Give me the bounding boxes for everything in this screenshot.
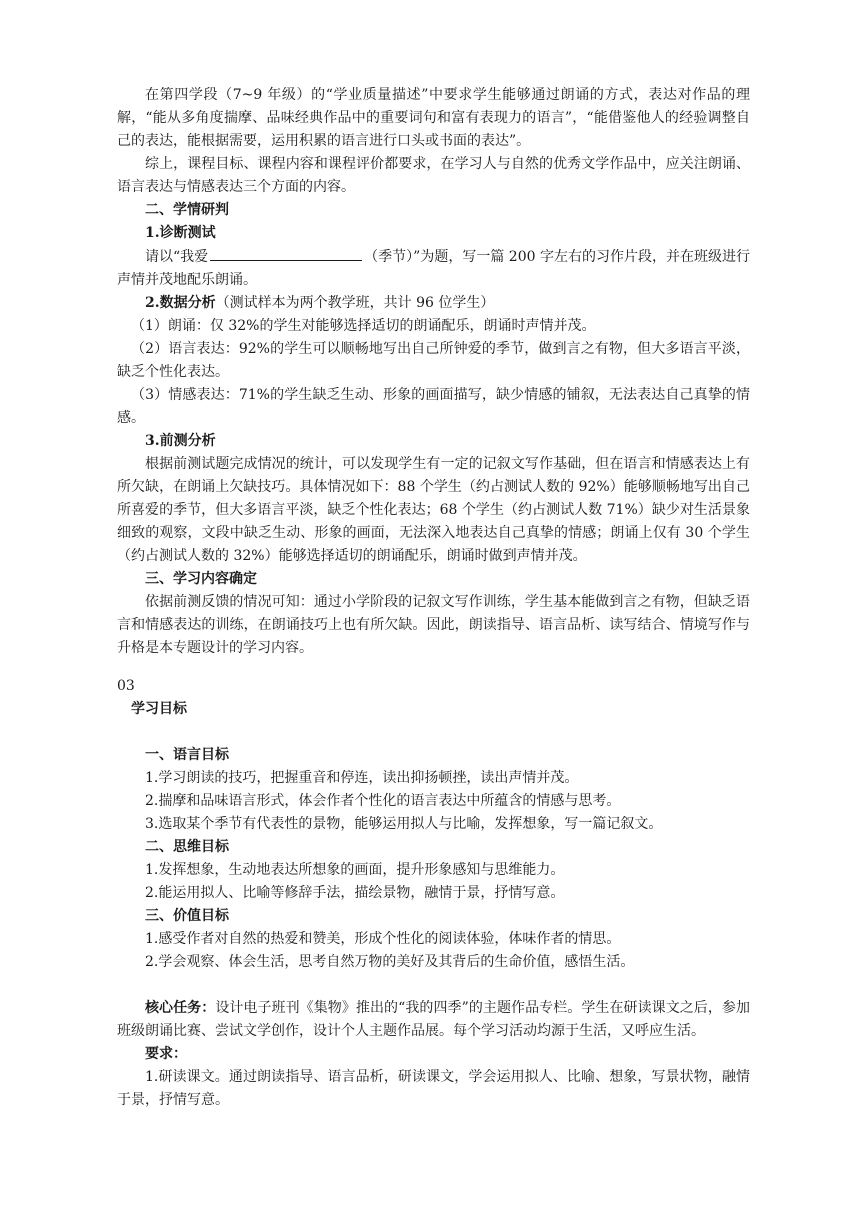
content-text: 依据前测反馈的情况可知：通过小学阶段的记叙文写作训练，学生基本能做到言之有物，但缺乏语言和情感表达的训练，在朗诵技巧上也有所欠缺。因此，朗读指导、语言品析、读写结合、情境写作与升格是本专题设计的学习内容。: [117, 594, 750, 656]
core-task: [117, 997, 750, 1043]
study-heading: 二、学情研判: [145, 202, 229, 218]
content-heading: 三、学习内容确定: [145, 571, 257, 587]
diagnosis-text-before: 请以“我爱: [145, 249, 209, 265]
diagnosis-text: [117, 245, 750, 292]
analysis-item-1: （1）朗诵：仅 32%的学生对能够选择适切的朗诵配乐，朗诵时声情并茂。: [131, 318, 596, 334]
language-goal-heading: 一、语言目标: [145, 747, 229, 763]
pretest-text: 根据前测试题完成情况的统计，可以发现学生有一定的记叙文写作基础，但在语言和情感表达上有所欠缺，在朗诵上欠缺技巧。具体情况如下：88 个学生（约占测试人数的 92%）能够顺畅地写出自己所喜爱的季节，但大多语言平淡，缺乏个性化表达；68 个学生（约占测试人数 71%）缺少对生活景象细致的观察，文段中缺乏生动、形象的画面，无法深入地表达自己真挚的情感；朗诵上仅有 30 个学生（约占测试人数的 32%）能够选择适切的朗诵配乐，朗诵时做到声情并茂。: [117, 456, 750, 564]
thinking-goal-heading: 二、思维目标: [145, 839, 229, 855]
thinking-goal-1: 1.发挥想象，生动地表达所想象的画面，提升形象感知与思维能力。: [145, 862, 565, 878]
language-goal-3: 3.选取某个季节有代表性的景物，能够运用拟人与比喻，发挥想象，写一篇记叙文。: [145, 816, 663, 832]
analysis-item-3: （3）情感表达：71%的学生缺乏生动、形象的画面描写，缺少情感的铺叙，无法表达自己真挚的情感。: [117, 387, 750, 426]
data-analysis-note: （测试样本为两个教学班，共计 96 位学生）: [215, 295, 495, 311]
language-goal-2: 2.揣摩和品味语言形式，体会作者个性化的语言表达中所蕴含的情感与思考。: [145, 793, 621, 809]
value-goal-2: 2.学会观察、体会生活，思考自然万物的美好及其背后的生命价值，感悟生活。: [145, 954, 635, 970]
data-analysis-title: 2.数据分析: [145, 295, 216, 311]
diagnosis-text-after: （季节）”为题，写一篇 200 字左右的习作片段，并在班级进行声情并茂地配乐朗诵。: [117, 249, 750, 288]
section-number: 03: [117, 678, 135, 694]
intro-paragraph-1: 在第四学段（7~9 年级）的“学业质量描述”中要求学生能够通过朗诵的方式，表达对作品的理解，“能从多角度揣摩、品味经典作品中的重要词句和富有表现力的语言”，“能借鉴他人的经验调整自己的表达，能根据需要，运用积累的语言进行口头或书面的表达”。: [117, 87, 750, 149]
analysis-item-2: （2）语言表达：92%的学生可以顺畅地写出自己所钟爱的季节，做到言之有物，但大多语言平淡，缺乏个性化表达。: [117, 341, 750, 380]
requirement-1: 1.研读课文。通过朗读指导、语言品析，研读课文，学会运用拟人、比喻、想象，写景状物，融情于景，抒情写意。: [117, 1069, 750, 1108]
core-task-label: 核心任务：: [145, 1000, 216, 1016]
section-block: [117, 675, 750, 1112]
pretest-title: 3.前测分析: [145, 433, 216, 449]
requirements-label: 要求：: [145, 1046, 187, 1062]
document-page: [117, 84, 750, 660]
thinking-goal-2: 2.能运用拟人、比喻等修辞手法，描绘景物，融情于景，抒情写意。: [145, 885, 565, 901]
blank-underline: [210, 245, 362, 261]
intro-paragraph-2: 综上，课程目标、课程内容和课程评价都要求，在学习人与自然的优秀文学作品中，应关注朗诵、语言表达与情感表达三个方面的内容。: [117, 156, 750, 195]
value-goal-1: 1.感受作者对自然的热爱和赞美，形成个性化的阅读体验，体味作者的情思。: [145, 931, 621, 947]
language-goal-1: 1.学习朗读的技巧，把握重音和停连，读出抑扬顿挫，读出声情并茂。: [145, 770, 579, 786]
section-title: 学习目标: [131, 701, 187, 717]
core-task-text: 设计电子班刊《集物》推出的“我的四季”的主题作品专栏。学生在研读课文之后，参加班级朗诵比赛、尝试文学创作，设计个人主题作品展。每个学习活动均源于生活，又呼应生活。: [117, 1000, 750, 1039]
data-analysis-line: [117, 292, 750, 315]
diagnosis-title: 1.诊断测试: [145, 225, 216, 241]
value-goal-heading: 三、价值目标: [145, 908, 229, 924]
